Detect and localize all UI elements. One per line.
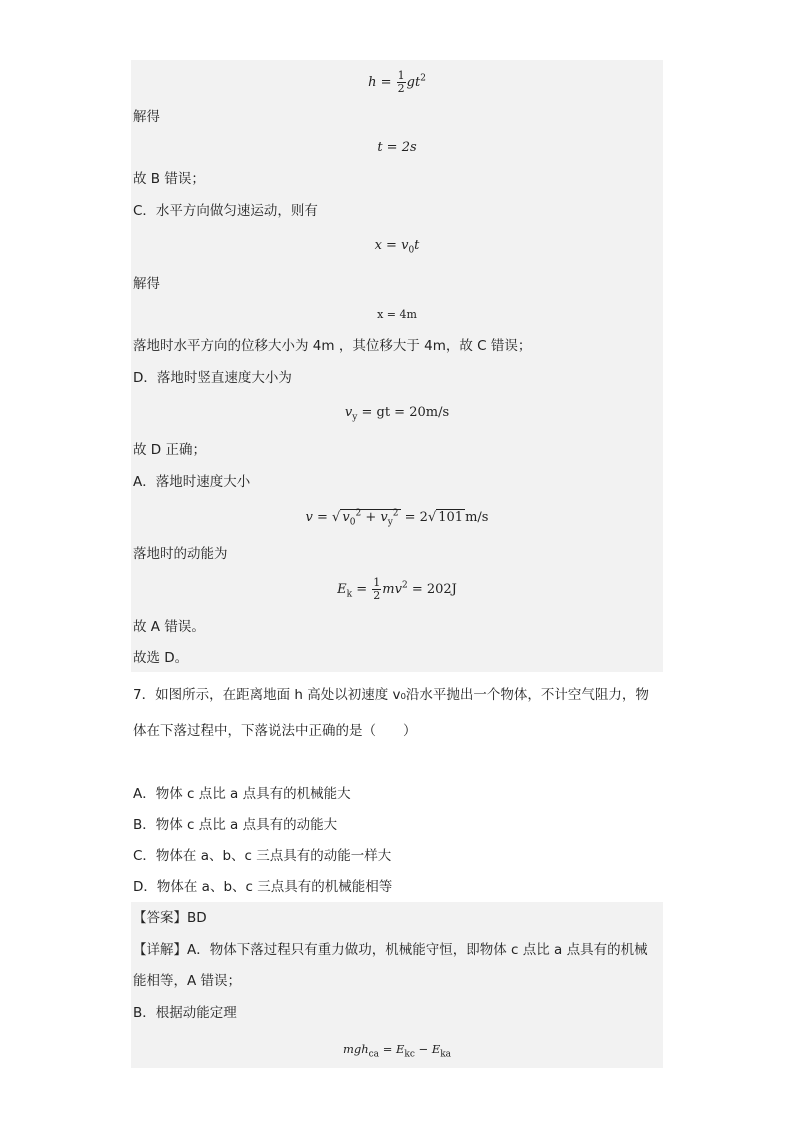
- text-a-option: A．落地时速度大小: [133, 474, 251, 490]
- text-kinetic-energy: 落地时的动能为: [133, 546, 228, 562]
- option-a: A．物体 c 点比 a 点具有的机械能大: [133, 786, 351, 802]
- text-c-option: C．水平方向做匀速运动，则有: [133, 203, 318, 219]
- text-c-result: 落地时水平方向的位移大小为 4m ，其位移大于 4m，故 C 错误；: [133, 338, 532, 354]
- answer-label: 【答案】BD: [133, 910, 207, 926]
- question-7-line-2: 体在下落过程中，下落说法中正确的是（ ）: [133, 723, 417, 739]
- equation-v: v = √ $v_0^2 + v_y^2 = 2√$ 101 m/s: [305, 508, 489, 528]
- detail-line-1: 【详解】A．物体下落过程只有重力做功，机械能守恒，即物体 c 点比 a 点具有的机械: [133, 942, 648, 958]
- equation-h: h = $\frac{1}{2}$ $gt^2$: [368, 69, 426, 95]
- text-choose-d: 故选 D。: [133, 650, 189, 666]
- equation-x: $x = v_0t$: [374, 238, 420, 256]
- text-b-wrong: 故 B 错误；: [133, 171, 205, 187]
- text-jiede-1: 解得: [133, 109, 160, 125]
- text-d-right: 故 D 正确；: [133, 442, 206, 458]
- detail-line-3: B．根据动能定理: [133, 1005, 237, 1021]
- equation-ek: $E_k$ = $\frac{1}{2}$ $mv^2 = 202J$: [337, 576, 457, 602]
- option-c: C．物体在 a、b、c 三点具有的动能一样大: [133, 848, 392, 864]
- equation-x-value: x = 4m: [377, 308, 417, 321]
- equation-work-energy: $mgh_{ca} = E_{kc} - E_{ka}$: [342, 1042, 452, 1060]
- detail-line-2: 能相等，A 错误；: [133, 973, 242, 989]
- equation-vy: $v_y$ = gt = 20m/s: [344, 405, 450, 423]
- equation-t: t = 2s: [377, 140, 417, 155]
- text-a-wrong: 故 A 错误。: [133, 619, 205, 635]
- option-b: B．物体 c 点比 a 点具有的动能大: [133, 817, 338, 833]
- text-jiede-2: 解得: [133, 276, 160, 292]
- question-7-line-1: 7．如图所示，在距离地面 h 高处以初速度 v₀沿水平抛出一个物体，不计空气阻力，物: [133, 687, 649, 703]
- option-d: D．物体在 a、b、c 三点具有的机械能相等: [133, 879, 393, 895]
- text-d-option: D．落地时竖直速度大小为: [133, 370, 292, 386]
